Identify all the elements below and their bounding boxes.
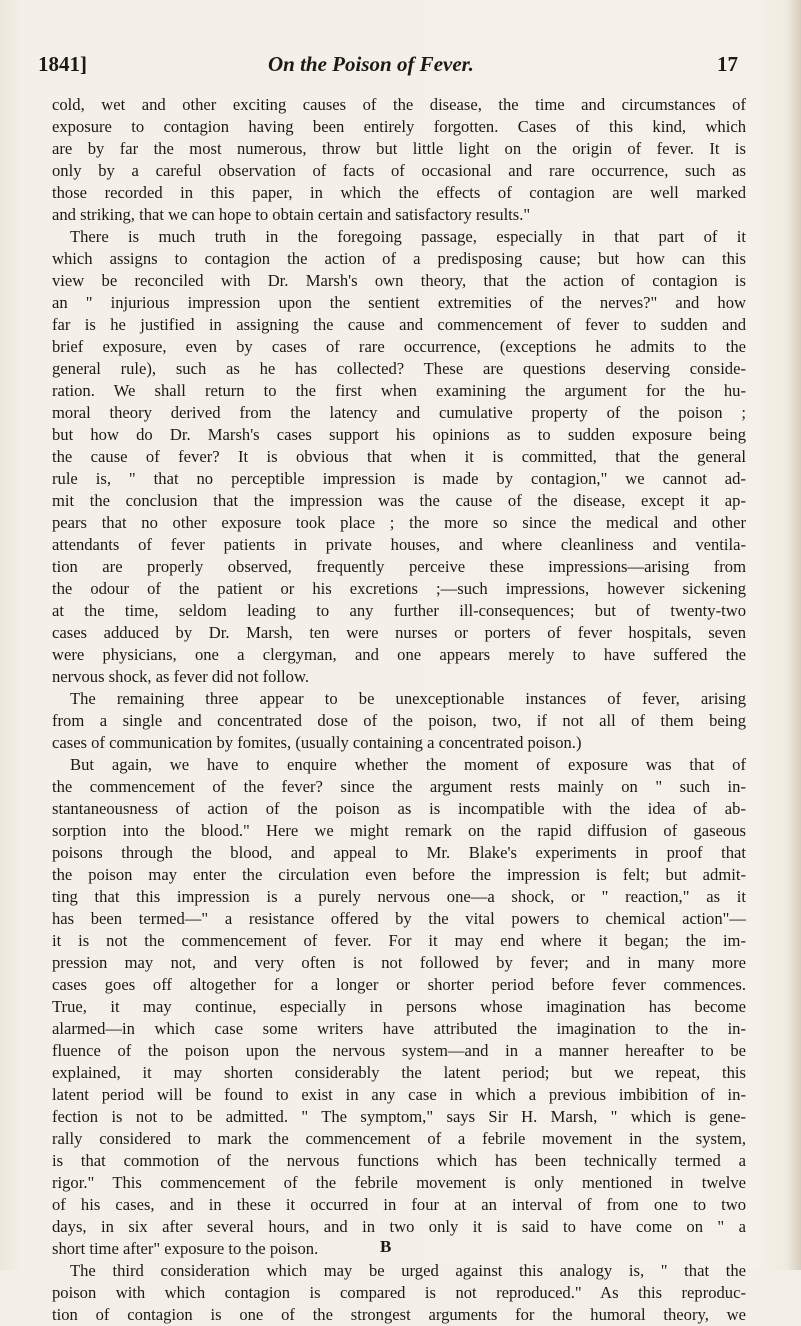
text-line: tion of contagion is one of the strongest arguments for the humoral theory, we xyxy=(52,1305,746,1324)
text-line: ration. We shall return to the first when examining the argument for the hu- xyxy=(52,381,746,400)
text-line: rigor." This commencement of the febrile movement is only mentioned in twelve xyxy=(52,1173,746,1192)
text-line: it is not the commencement of fever. For it may end where it began; the im- xyxy=(52,931,746,950)
text-line: But again, we have to enquire whether the moment of exposure was that of xyxy=(70,755,746,774)
text-line: exposure to contagion having been entirely forgotten. Cases of this kind, which xyxy=(52,117,746,136)
text-line: cold, wet and other exciting causes of the disease, the time and circumstances of xyxy=(52,95,746,114)
text-line: There is much truth in the foregoing passage, especially in that part of it xyxy=(70,227,746,246)
text-line: were physicians, one a clergyman, and one appears merely to have suffered the xyxy=(52,645,746,664)
text-line: stantaneousness of action of the poison as is incompatible with the idea of ab- xyxy=(52,799,746,818)
text-line: sorption into the blood." Here we might remark on the rapid diffusion of gaseous xyxy=(52,821,746,840)
text-line: cases adduced by Dr. Marsh, ten were nurses or porters of fever hospitals, seven xyxy=(52,623,746,642)
text-line: which assigns to contagion the action of a predisposing cause; but how can this xyxy=(52,249,746,268)
text-line: far is he justified in assigning the cause and commencement of fever to sudden and xyxy=(52,315,746,334)
text-line: of his cases, and in these it occurred in four at an interval of from one to two xyxy=(52,1195,746,1214)
text-line: at the time, seldom leading to any further ill-consequences; but of twenty-two xyxy=(52,601,746,620)
text-line: the cause of fever? It is obvious that when it is committed, that the general xyxy=(52,447,746,466)
text-line: explained, it may shorten considerably the latent period; but we repeat, this xyxy=(52,1063,746,1082)
text-line: the odour of the patient or his excretions ;—such impressions, however sickening xyxy=(52,579,746,598)
text-line: brief exposure, even by cases of rare occurrence, (exceptions he admits to the xyxy=(52,337,746,356)
text-line: rally considered to mark the commencement of a febrile movement in the system, xyxy=(52,1129,746,1148)
signature-mark: B xyxy=(380,1237,392,1256)
text-line: mit the conclusion that the impression was the cause of the disease, except it ap- xyxy=(52,491,746,510)
text-line: is that commotion of the nervous functions which has been technically termed a xyxy=(52,1151,746,1170)
page-edge-shadow xyxy=(787,0,801,1270)
text-line: The third consideration which may be urged against this analogy is, " that the xyxy=(70,1261,746,1280)
body-text xyxy=(52,94,746,1326)
text-line: ting that this impression is a purely nervous one—a shock, or " reaction," as it xyxy=(52,887,746,906)
text-line: view be reconciled with Dr. Marsh's own theory, that the action of contagion is xyxy=(52,271,746,290)
text-line: are by far the most numerous, throw but little light on the origin of fever. It is xyxy=(52,139,746,158)
text-line: an " injurious impression upon the sentient extremities of the nerves?" and how xyxy=(52,293,746,312)
text-line: pression may not, and very often is not followed by fever; and in many more xyxy=(52,953,746,972)
text-line: The remaining three appear to be unexceptionable instances of fever, arising xyxy=(70,689,746,708)
running-header xyxy=(38,52,738,84)
text-line: attendants of fever patients in private houses, and where cleanliness and ventila- xyxy=(52,535,746,554)
text-line: latent period will be found to exist in any case in which a previous imbibition of in- xyxy=(52,1085,746,1104)
text-line: the commencement of the fever? since the argument rests mainly on " such in- xyxy=(52,777,746,796)
text-line: and striking, that we can hope to obtain certain and satisfactory results." xyxy=(52,205,531,224)
text-line: poison with which contagion is compared is not reproduced." As this reproduc- xyxy=(52,1283,746,1302)
page-number: 17 xyxy=(717,52,738,76)
header-year: 1841] xyxy=(38,52,87,76)
text-line: general rule), such as he has collected? These are questions deserving conside- xyxy=(52,359,746,378)
text-line: cases goes off altogether for a longer or shorter period before fever commences. xyxy=(52,975,746,994)
text-line: fection is not to be admitted. " The symptom," says Sir H. Marsh, " which is gene- xyxy=(52,1107,746,1126)
text-line: only by a careful observation of facts of occasional and rare occurrence, such as xyxy=(52,161,746,180)
text-line: pears that no other exposure took place ; the more so since the medical and other xyxy=(52,513,746,532)
text-line: short time after" exposure to the poison. xyxy=(52,1239,319,1258)
text-line: from a single and concentrated dose of the poison, two, if not all of them being xyxy=(52,711,746,730)
text-line: True, it may continue, especially in persons whose imagination has become xyxy=(52,997,746,1016)
text-line: the poison may enter the circulation even before the impression is felt; but admit- xyxy=(52,865,746,884)
text-line: rule is, " that no perceptible impression is made by contagion," we cannot ad- xyxy=(52,469,746,488)
header-title: On the Poison of Fever. xyxy=(268,52,474,76)
text-line: alarmed—in which case some writers have attributed the imagination to the in- xyxy=(52,1019,746,1038)
text-line: tion are properly observed, frequently perceive these impressions—arising from xyxy=(52,557,746,576)
text-line: cases of communication by fomites, (usually containing a concentrated poison.) xyxy=(52,733,582,752)
text-line: poisons through the blood, and appeal to Mr. Blake's experiments in proof that xyxy=(52,843,746,862)
text-line: those recorded in this paper, in which the effects of contagion are well marked xyxy=(52,183,746,202)
text-line: has been termed—" a resistance offered by the vital powers to chemical action"— xyxy=(52,909,746,928)
text-line: days, in six after several hours, and in two only it is said to have come on " a xyxy=(52,1217,746,1236)
text-line: fluence of the poison upon the nervous system—and in a manner hereafter to be xyxy=(52,1041,746,1060)
text-line: nervous shock, as fever did not follow. xyxy=(52,667,309,686)
text-line: but how do Dr. Marsh's cases support his opinions as to sudden exposure being xyxy=(52,425,746,444)
text-line: moral theory derived from the latency and cumulative property of the poison ; xyxy=(52,403,746,422)
